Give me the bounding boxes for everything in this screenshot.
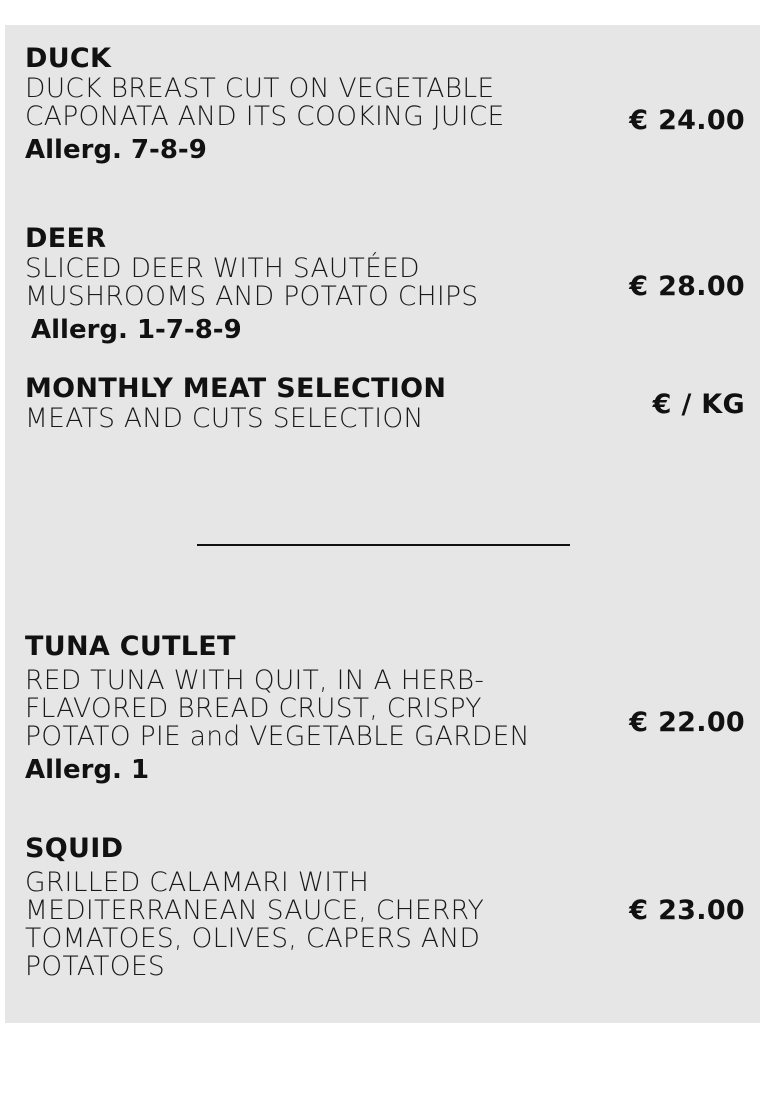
menu-item-name: DUCK [25, 43, 112, 74]
menu-item-description: RED TUNA WITH QUIT, IN A HERB-FLAVORED BREAD CRUST, CRISPY POTATO PIE and VEGETABLE GARDEN [25, 665, 530, 752]
menu-item-description: MEATS AND CUTS SELECTION [25, 403, 424, 434]
menu-item-monthly-meat-selection [25, 373, 745, 433]
menu-item-duck [25, 43, 745, 167]
menu-item-name: TUNA CUTLET [25, 631, 236, 662]
menu-item-price: € 22.00 [629, 707, 745, 738]
menu-item-name: MONTHLY MEAT SELECTION [25, 373, 447, 404]
menu-item-deer [25, 223, 745, 347]
menu-item-allergens: Allerg. 7-8-9 [25, 135, 207, 165]
menu-item-name: SQUID [25, 833, 124, 864]
menu-item-allergens: Allerg. 1 [25, 755, 150, 785]
section-divider [197, 544, 570, 546]
menu-item-description: SLICED DEER WITH SAUTÉED MUSHROOMS AND POTATO CHIPS [25, 253, 479, 312]
menu-item-tuna-cutlet [25, 631, 745, 787]
menu-panel [5, 25, 760, 1023]
menu-item-price: € 28.00 [629, 271, 745, 302]
menu-item-squid [25, 833, 745, 981]
menu-item-price: € 23.00 [629, 895, 745, 926]
menu-item-description: DUCK BREAST CUT ON VEGETABLE CAPONATA AND ITS COOKING JUICE [25, 73, 505, 132]
menu-item-allergens: Allerg. 1-7-8-9 [31, 315, 242, 345]
menu-item-description: GRILLED CALAMARI WITH MEDITERRANEAN SAUCE, CHERRY TOMATOES, OLIVES, CAPERS AND POTATOES [25, 867, 485, 982]
menu-item-name: DEER [25, 223, 107, 254]
menu-item-price: € / KG [652, 389, 745, 420]
menu-item-price: € 24.00 [629, 105, 745, 136]
